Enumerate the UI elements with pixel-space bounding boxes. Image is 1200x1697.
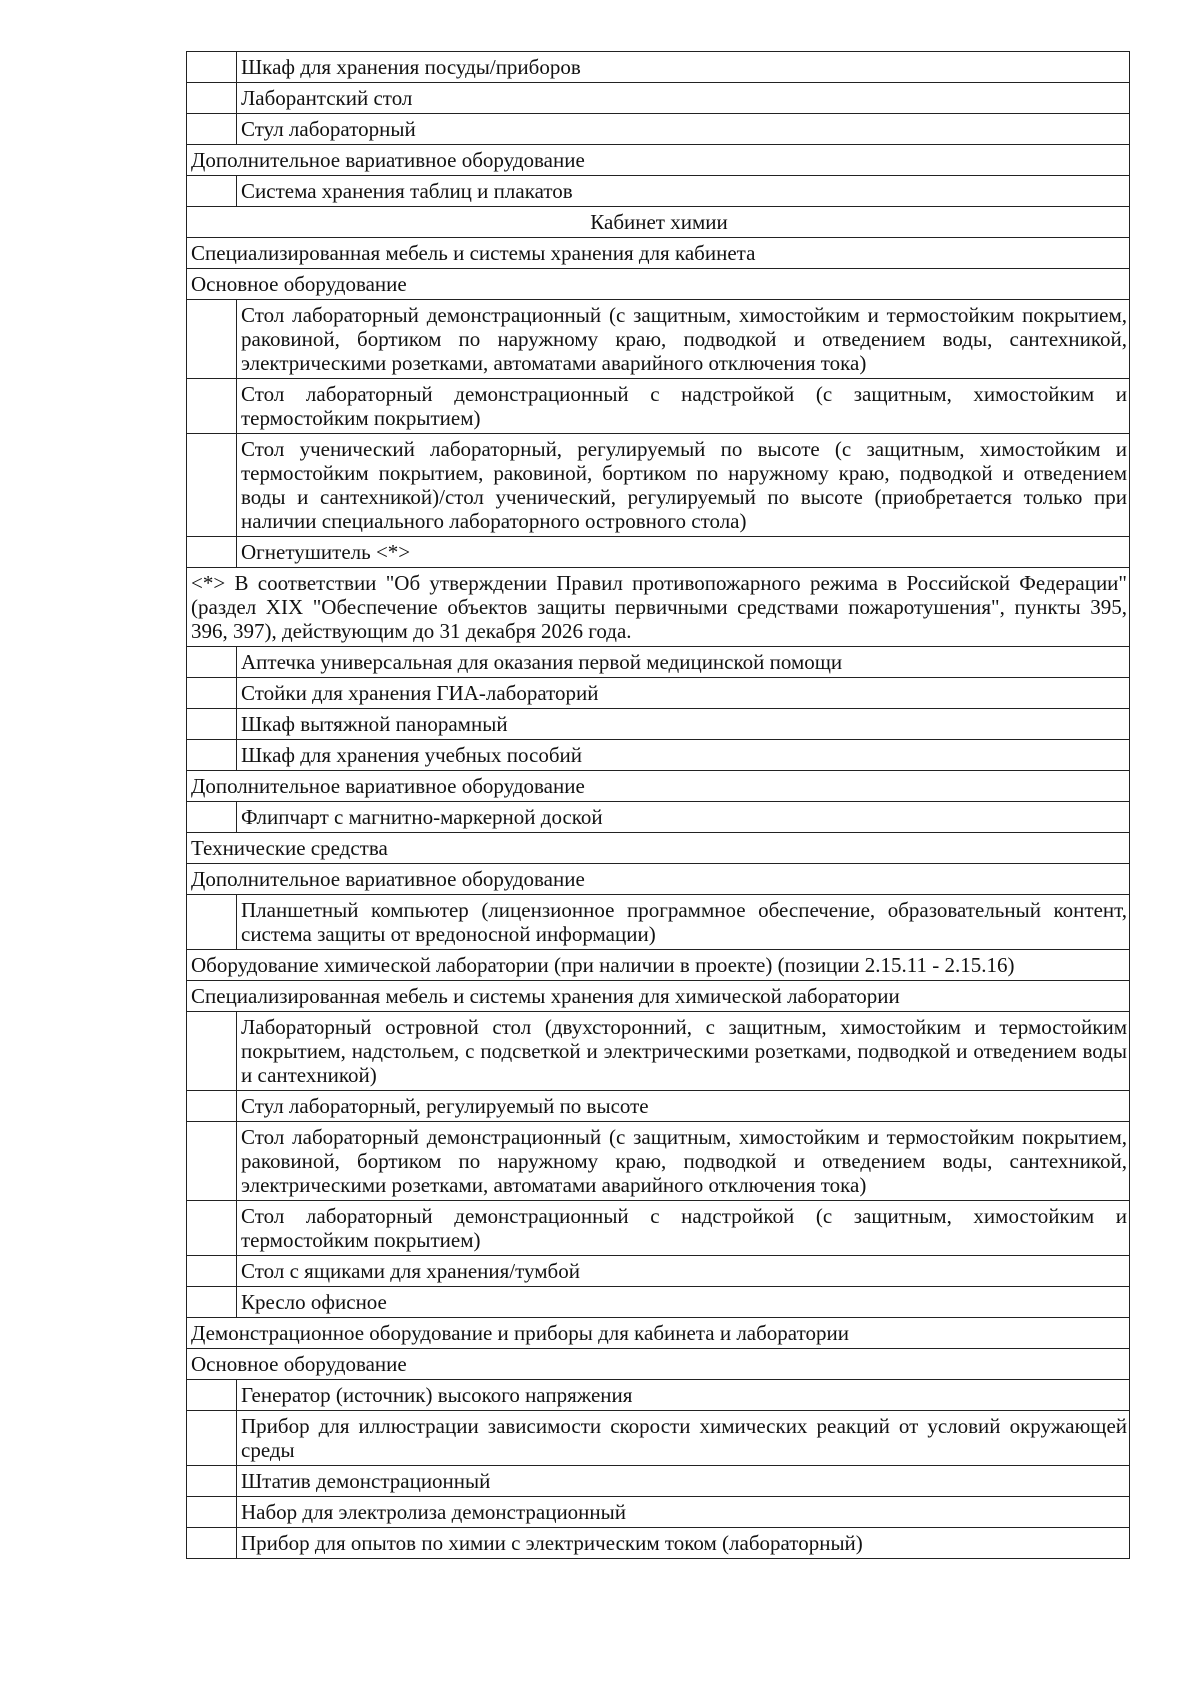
table-row-section — [187, 833, 1130, 864]
section-title-cell: Основное оборудование — [187, 269, 1130, 300]
equipment-name-cell: Шкаф для хранения посуды/приборов — [237, 52, 1130, 83]
equipment-name-cell: Стол лабораторный демонстрационный (с защитным, химостойким и термостойким покрытием, раковиной, бортиком по наружному краю, подводкой и отведением воды, сантехникой, электрическими розетками, автоматами аварийного отключения тока) — [237, 300, 1130, 379]
position-number-cell — [187, 1201, 237, 1256]
equipment-name-cell: Система хранения таблиц и плакатов — [237, 176, 1130, 207]
table-row-item — [187, 1091, 1130, 1122]
equipment-table-body — [187, 52, 1130, 1559]
section-title-cell: Дополнительное вариативное оборудование — [187, 145, 1130, 176]
table-row-item — [187, 537, 1130, 568]
table-row-item — [187, 740, 1130, 771]
position-number-cell — [187, 802, 237, 833]
position-number-cell — [187, 1528, 237, 1559]
cabinet-header-cell: Кабинет химии — [187, 207, 1130, 238]
table-row-item — [187, 1497, 1130, 1528]
table-row-section — [187, 269, 1130, 300]
equipment-name-cell: Прибор для опытов по химии с электрическим током (лабораторный) — [237, 1528, 1130, 1559]
equipment-name-cell: Планшетный компьютер (лицензионное программное обеспечение, образовательный контент, система защиты от вредоносной информации) — [237, 895, 1130, 950]
table-row-item — [187, 709, 1130, 740]
table-row-item — [187, 176, 1130, 207]
equipment-name-cell: Стол лабораторный демонстрационный (с защитным, химостойким и термостойким покрытием, раковиной, бортиком по наружному краю, подводкой и отведением воды, сантехникой, электрическими розетками, автоматами аварийного отключения тока) — [237, 1122, 1130, 1201]
equipment-name-cell: Стул лабораторный — [237, 114, 1130, 145]
table-row-item — [187, 1256, 1130, 1287]
equipment-name-cell: Лаборантский стол — [237, 83, 1130, 114]
position-number-cell — [187, 1411, 237, 1466]
equipment-name-cell: Стол лабораторный демонстрационный с надстройкой (с защитным, химостойким и термостойким покрытием) — [237, 379, 1130, 434]
equipment-name-cell: Кресло офисное — [237, 1287, 1130, 1318]
table-row-item — [187, 678, 1130, 709]
position-number-cell — [187, 1466, 237, 1497]
table-row-item — [187, 52, 1130, 83]
section-title-cell: Дополнительное вариативное оборудование — [187, 864, 1130, 895]
position-number-cell — [187, 1380, 237, 1411]
section-title-cell: Демонстрационное оборудование и приборы для кабинета и лаборатории — [187, 1318, 1130, 1349]
equipment-name-cell: Огнетушитель <*> — [237, 537, 1130, 568]
equipment-name-cell: Шкаф для хранения учебных пособий — [237, 740, 1130, 771]
position-number-cell — [187, 537, 237, 568]
table-row-item — [187, 895, 1130, 950]
table-row-item — [187, 379, 1130, 434]
position-number-cell — [187, 740, 237, 771]
table-row-section — [187, 771, 1130, 802]
position-number-cell — [187, 895, 237, 950]
position-number-cell — [187, 434, 237, 537]
position-number-cell — [187, 1091, 237, 1122]
position-number-cell — [187, 83, 237, 114]
table-row-item — [187, 1380, 1130, 1411]
table-row-item — [187, 647, 1130, 678]
table-row-item — [187, 83, 1130, 114]
table-row-section — [187, 145, 1130, 176]
table-row-section — [187, 950, 1130, 981]
position-number-cell — [187, 1497, 237, 1528]
table-row-item — [187, 114, 1130, 145]
position-number-cell — [187, 1287, 237, 1318]
position-number-cell — [187, 300, 237, 379]
section-title-cell: Дополнительное вариативное оборудование — [187, 771, 1130, 802]
table-row-section — [187, 1318, 1130, 1349]
position-number-cell — [187, 114, 237, 145]
table-row-item — [187, 300, 1130, 379]
footnote-cell: <*> В соответствии "Об утверждении Правил противопожарного режима в Российской Федерации" (раздел XIX "Обеспечение объектов защиты первичными средствами пожаротушения", пункты 395, 396, 397), действующим до 31 декабря 2026 года. — [187, 568, 1130, 647]
section-title-cell: Оборудование химической лаборатории (при наличии в проекте) (позиции 2.15.11 - 2.15.16) — [187, 950, 1130, 981]
section-title-cell: Технические средства — [187, 833, 1130, 864]
equipment-name-cell: Флипчарт с магнитно-маркерной доской — [237, 802, 1130, 833]
equipment-table — [186, 51, 1130, 1559]
equipment-name-cell: Стол лабораторный демонстрационный с надстройкой (с защитным, химостойким и термостойким покрытием) — [237, 1201, 1130, 1256]
equipment-name-cell: Генератор (источник) высокого напряжения — [237, 1380, 1130, 1411]
table-row-item — [187, 802, 1130, 833]
equipment-name-cell: Стол ученический лабораторный, регулируемый по высоте (с защитным, химостойким и термостойким покрытием, раковиной, бортиком по наружному краю, подводкой и отведением воды и сантехникой)/стол ученический, регулируемый по высоте (приобретается только при наличии специального лабораторного островного стола) — [237, 434, 1130, 537]
equipment-name-cell: Стол с ящиками для хранения/тумбой — [237, 1256, 1130, 1287]
position-number-cell — [187, 176, 237, 207]
table-row-header — [187, 207, 1130, 238]
equipment-name-cell: Аптечка универсальная для оказания первой медицинской помощи — [237, 647, 1130, 678]
equipment-name-cell: Стул лабораторный, регулируемый по высоте — [237, 1091, 1130, 1122]
equipment-name-cell: Набор для электролиза демонстрационный — [237, 1497, 1130, 1528]
table-row-section — [187, 238, 1130, 269]
table-row-item — [187, 1012, 1130, 1091]
position-number-cell — [187, 1122, 237, 1201]
section-title-cell: Основное оборудование — [187, 1349, 1130, 1380]
table-row-item — [187, 1201, 1130, 1256]
table-row-section — [187, 864, 1130, 895]
position-number-cell — [187, 1012, 237, 1091]
table-row-item — [187, 434, 1130, 537]
position-number-cell — [187, 709, 237, 740]
table-row-item — [187, 1466, 1130, 1497]
table-row-item — [187, 1528, 1130, 1559]
equipment-name-cell: Стойки для хранения ГИА-лабораторий — [237, 678, 1130, 709]
position-number-cell — [187, 379, 237, 434]
equipment-name-cell: Прибор для иллюстрации зависимости скорости химических реакций от условий окружающей среды — [237, 1411, 1130, 1466]
table-row-section — [187, 981, 1130, 1012]
table-row-item — [187, 1122, 1130, 1201]
equipment-name-cell: Штатив демонстрационный — [237, 1466, 1130, 1497]
section-title-cell: Специализированная мебель и системы хранения для кабинета — [187, 238, 1130, 269]
table-row-item — [187, 1287, 1130, 1318]
equipment-name-cell: Шкаф вытяжной панорамный — [237, 709, 1130, 740]
table-row-section — [187, 1349, 1130, 1380]
position-number-cell — [187, 647, 237, 678]
equipment-name-cell: Лабораторный островной стол (двухсторонний, с защитным, химостойким и термостойким покрытием, надстольем, с подсветкой и электрическими розетками, подводкой и отведением воды и сантехникой) — [237, 1012, 1130, 1091]
position-number-cell — [187, 678, 237, 709]
position-number-cell — [187, 1256, 237, 1287]
table-row-note — [187, 568, 1130, 647]
table-row-item — [187, 1411, 1130, 1466]
position-number-cell — [187, 52, 237, 83]
section-title-cell: Специализированная мебель и системы хранения для химической лаборатории — [187, 981, 1130, 1012]
